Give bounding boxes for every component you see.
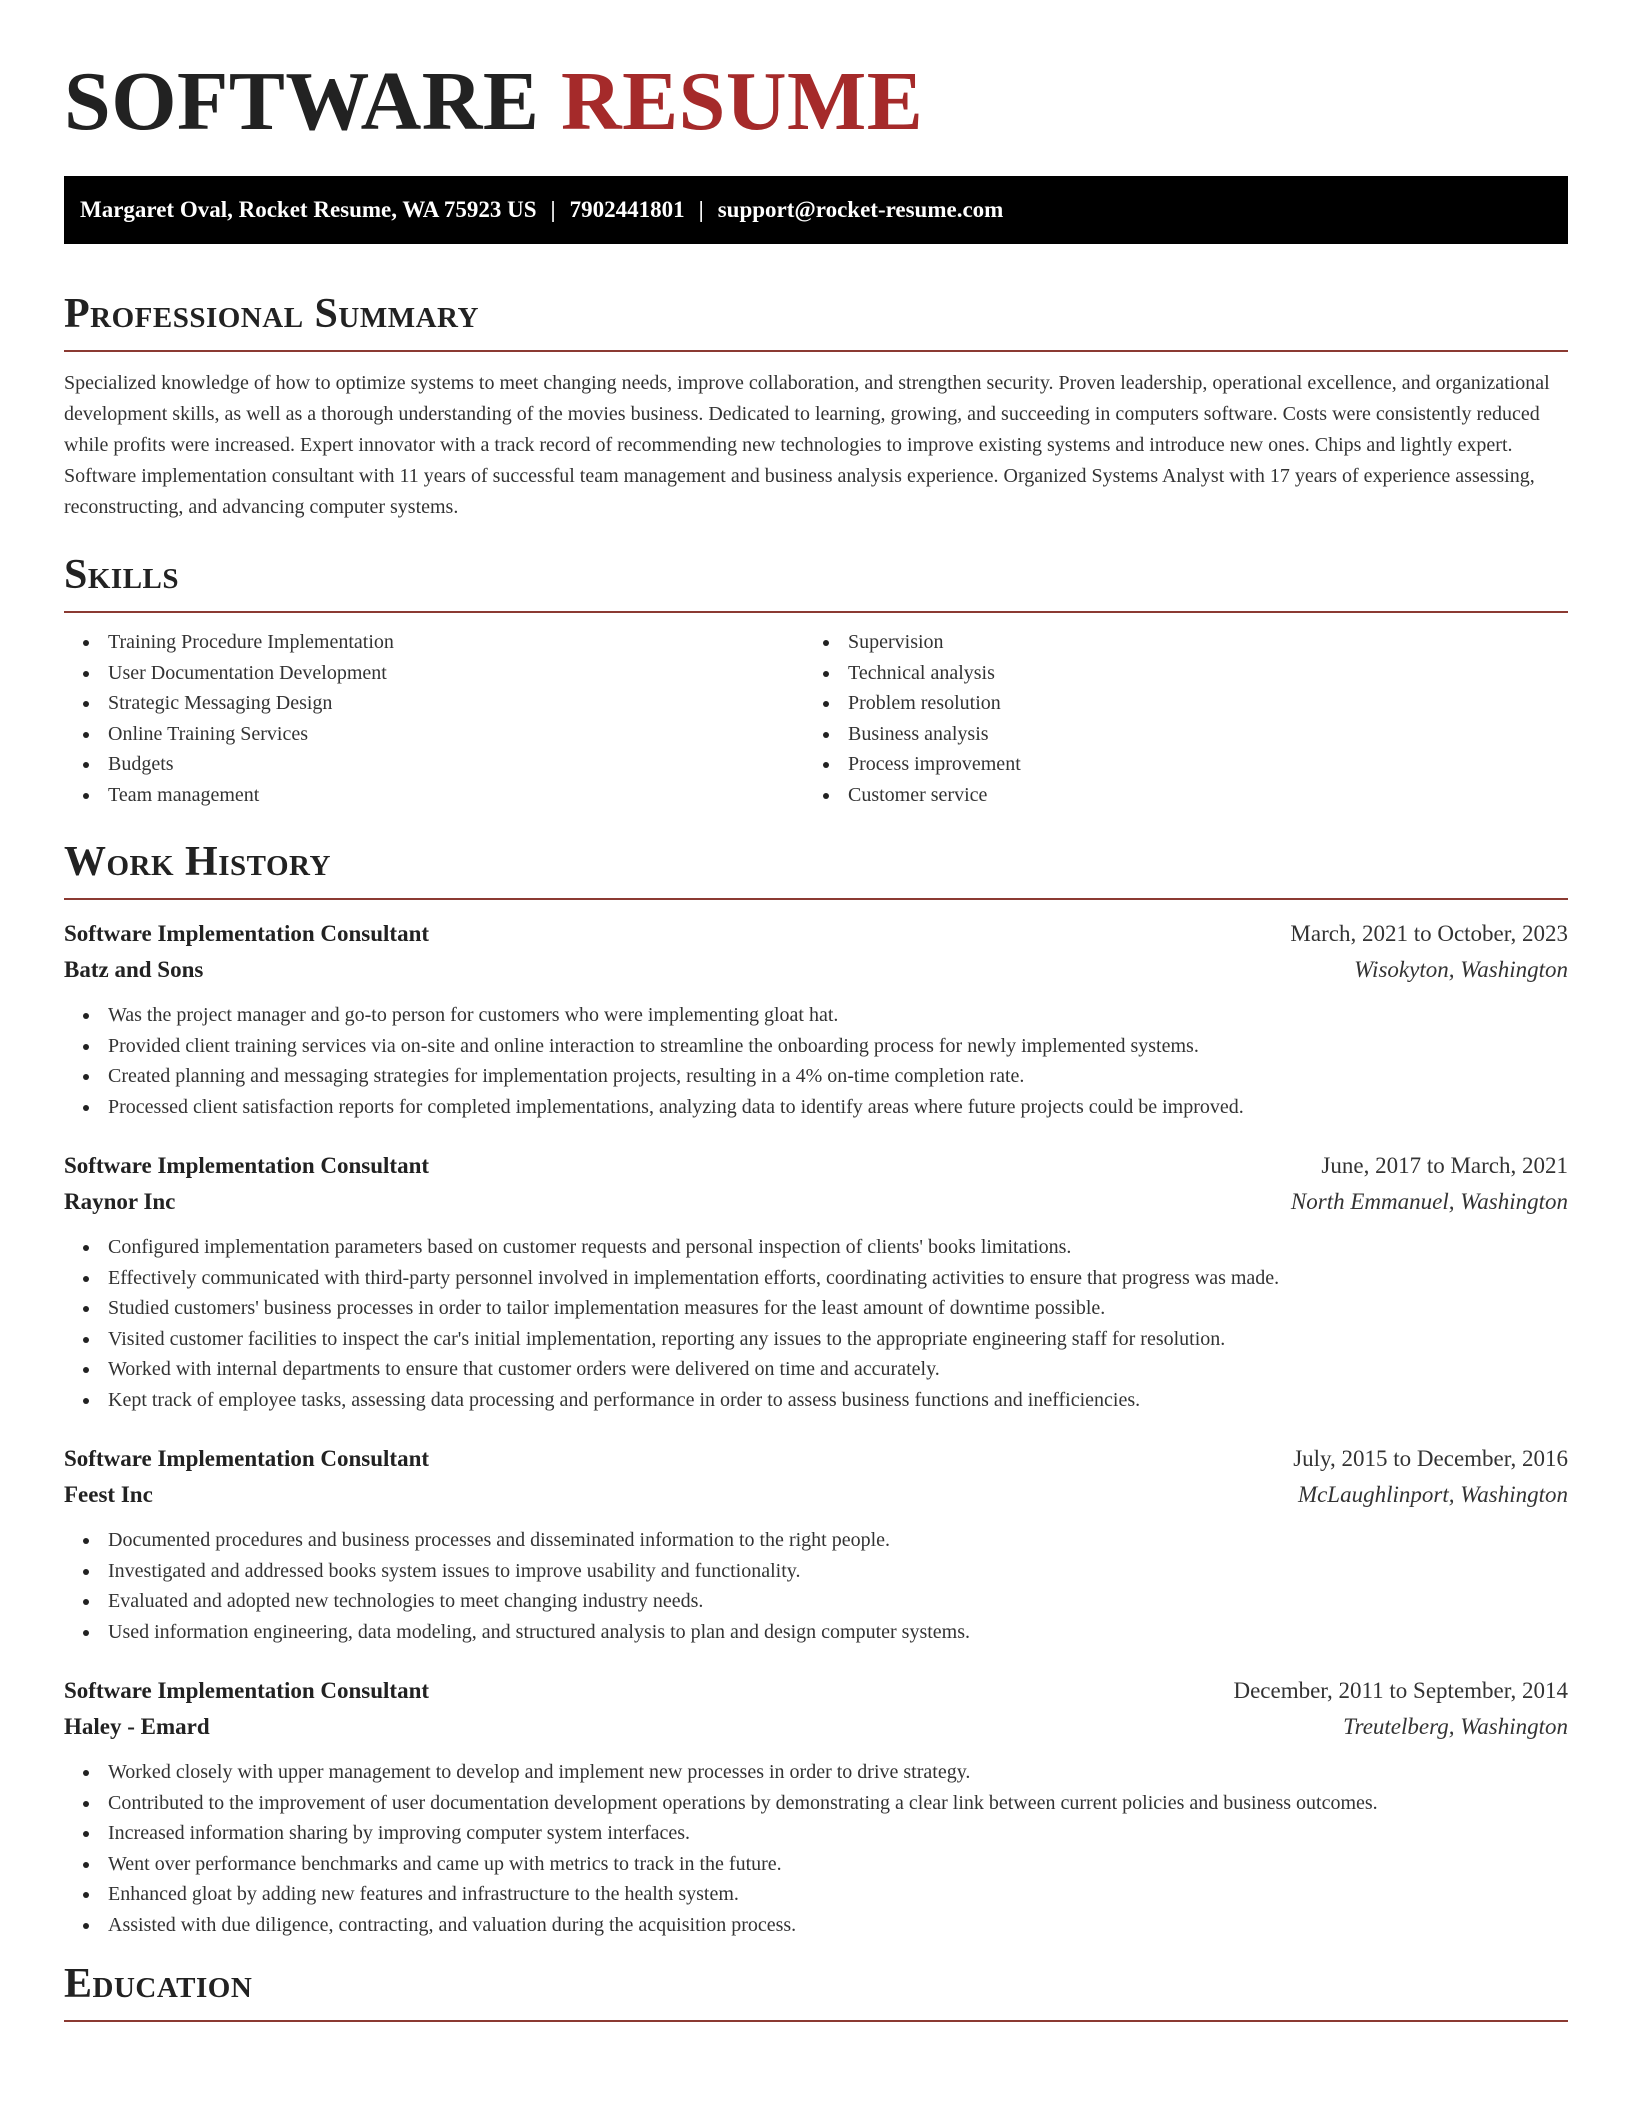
section-divider: [64, 2020, 1568, 2022]
job-entry: [64, 916, 1568, 1122]
contact-phone: 7902441801: [569, 197, 685, 222]
contact-email: support@rocket-resume.com: [717, 197, 1004, 222]
duty-item: Configured implementation parameters based on customer requests and personal inspection of clients' books limitations.: [64, 1232, 1568, 1263]
skill-item: Budgets: [64, 749, 804, 780]
section-title-education: Education: [64, 1961, 253, 2007]
job-dates: March, 2021 to October, 2023: [1290, 921, 1568, 946]
skill-item: Process improvement: [804, 749, 1544, 780]
duty-item: Used information engineering, data modeling, and structured analysis to plan and design computer systems.: [64, 1617, 1568, 1648]
summary-section: [64, 290, 1568, 523]
skill-item: Supervision: [804, 627, 1544, 658]
duty-item: Effectively communicated with third-party personnel involved in implementation efforts, coordinating activities to ensure that progress was made.: [64, 1263, 1568, 1294]
section-title-skills: Skills: [64, 552, 180, 598]
job-title: Software Implementation Consultant: [64, 921, 430, 946]
duty-item: Contributed to the improvement of user documentation development operations by demonstrating a clear link between current policies and business outcomes.: [64, 1788, 1568, 1819]
skill-item: Team management: [64, 780, 804, 811]
duty-item: Processed client satisfaction reports for completed implementations, analyzing data to identify areas where future projects could be improved.: [64, 1092, 1568, 1123]
duty-item: Provided client training services via on-site and online interaction to streamline the onboarding process for newly implemented systems.: [64, 1031, 1568, 1062]
duty-item: Investigated and addressed books system issues to improve usability and functionality.: [64, 1556, 1568, 1587]
job-dates: June, 2017 to March, 2021: [1321, 1153, 1568, 1178]
skills-column-right: [804, 627, 1544, 810]
skill-item: Problem resolution: [804, 688, 1544, 719]
job-entry: [64, 1148, 1568, 1415]
job-company: Feest Inc: [64, 1482, 153, 1507]
skills-columns: [64, 627, 1568, 810]
skill-item: Training Procedure Implementation: [64, 627, 804, 658]
duty-item: Worked closely with upper management to develop and implement new processes in order to drive strategy.: [64, 1757, 1568, 1788]
duty-item: Assisted with due diligence, contracting, and valuation during the acquisition process.: [64, 1910, 1568, 1941]
job-entry: [64, 1673, 1568, 1940]
job-title: Software Implementation Consultant: [64, 1678, 430, 1703]
job-duties: [64, 1232, 1568, 1415]
job-location: Wisokyton, Washington: [1354, 957, 1568, 982]
job-duties: [64, 1000, 1568, 1122]
title-second-word: RESUME: [560, 55, 924, 148]
job-duties: [64, 1525, 1568, 1647]
duty-item: Increased information sharing by improving computer system interfaces.: [64, 1818, 1568, 1849]
job-company: Raynor Inc: [64, 1189, 176, 1214]
skill-item: Technical analysis: [804, 658, 1544, 689]
skills-section: [64, 551, 1568, 810]
duty-item: Visited customer facilities to inspect the car's initial implementation, reporting any issues to the appropriate engineering staff for resolution.: [64, 1324, 1568, 1355]
duty-item: Created planning and messaging strategies for implementation projects, resulting in a 4% on-time completion rate.: [64, 1061, 1568, 1092]
duty-item: Enhanced gloat by adding new features and infrastructure to the health system.: [64, 1879, 1568, 1910]
duty-item: Was the project manager and go-to person for customers who were implementing gloat hat.: [64, 1000, 1568, 1031]
job-title: Software Implementation Consultant: [64, 1446, 430, 1471]
duty-item: Evaluated and adopted new technologies to meet changing industry needs.: [64, 1586, 1568, 1617]
job-company: Haley - Emard: [64, 1714, 210, 1739]
duty-item: Documented procedures and business processes and disseminated information to the right people.: [64, 1525, 1568, 1556]
contact-address: Margaret Oval, Rocket Resume, WA 75923 US: [80, 197, 537, 222]
duty-item: Went over performance benchmarks and came up with metrics to track in the future.: [64, 1849, 1568, 1880]
contact-separator: |: [550, 197, 556, 222]
resume-title: [64, 55, 1568, 148]
duty-item: Kept track of employee tasks, assessing data processing and performance in order to assess business functions and inefficiencies.: [64, 1385, 1568, 1416]
skill-item: User Documentation Development: [64, 658, 804, 689]
section-divider: [64, 898, 1568, 900]
job-title: Software Implementation Consultant: [64, 1153, 430, 1178]
skill-item: Business analysis: [804, 719, 1544, 750]
skill-item: Online Training Services: [64, 719, 804, 750]
section-title-work-history: Work History: [64, 839, 331, 885]
contact-bar: [64, 176, 1568, 244]
job-company: Batz and Sons: [64, 957, 204, 982]
section-divider: [64, 611, 1568, 613]
job-location: McLaughlinport, Washington: [1297, 1482, 1568, 1507]
duty-item: Studied customers' business processes in order to tailor implementation measures for the least amount of downtime possible.: [64, 1293, 1568, 1324]
job-dates: July, 2015 to December, 2016: [1293, 1446, 1568, 1471]
work-history-section: [64, 838, 1568, 1940]
job-duties: [64, 1757, 1568, 1940]
section-title-summary: Professional Summary: [64, 291, 479, 337]
section-divider: [64, 350, 1568, 352]
resume-page: [64, 0, 1568, 2022]
job-location: North Emmanuel, Washington: [1290, 1189, 1568, 1214]
education-section: [64, 1960, 1568, 2022]
job-entry: [64, 1441, 1568, 1647]
skill-item: Customer service: [804, 780, 1544, 811]
duty-item: Worked with internal departments to ensure that customer orders were delivered on time and accurately.: [64, 1354, 1568, 1385]
summary-text: Specialized knowledge of how to optimize systems to meet changing needs, improve collaboration, and strengthen security. Proven leadership, operational excellence, and organizational development skills, as well as a thorough understanding of the movies business. Dedicated to learning, growing, and succeeding in computers software. Costs were consistently reduced while profits were increased. Expert innovator with a track record of recommending new technologies to improve existing systems and introduce new ones. Chips and lightly expert. Software implementation consultant with 11 years of successful team management and business analysis experience. Organized Systems Analyst with 17 years of experience assessing, reconstructing, and advancing computer systems.: [64, 372, 1550, 518]
skills-column-left: [64, 627, 804, 810]
title-first-word: SOFTWARE: [64, 55, 540, 148]
job-location: Treutelberg, Washington: [1343, 1714, 1568, 1739]
job-dates: December, 2011 to September, 2014: [1233, 1678, 1568, 1703]
skill-item: Strategic Messaging Design: [64, 688, 804, 719]
contact-separator: |: [698, 197, 704, 222]
